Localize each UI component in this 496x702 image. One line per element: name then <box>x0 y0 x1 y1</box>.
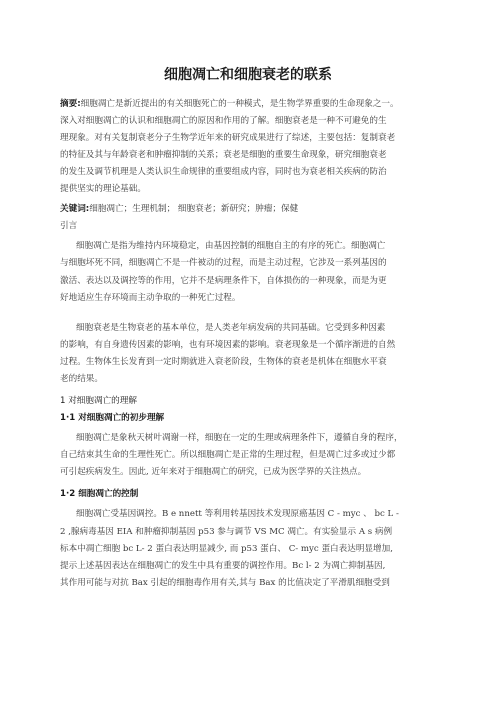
abstract-label: 摘要: <box>60 99 81 109</box>
subsection-heading <box>60 489 138 500</box>
subsection-heading <box>60 413 164 424</box>
intro-p1-line: 好地适应生存环境而主动争取的一种死亡过程。 <box>60 293 241 303</box>
s12-line: 2 ,腺病毒基因 EIA 和肿瘤抑制基因 p53 参与调节 VS MC 凋亡。有实验显示 A s 病例 <box>60 527 393 537</box>
intro-p2-line: 的影响，有自身遗传因素的影响，也有环境因素的影响。衰老现象是一个循序渐进的自然 <box>60 340 396 350</box>
intro-p2-line: 老的结果。 <box>60 374 103 384</box>
s11-line: 细胞凋亡是象秋天树叶凋谢一样，细胞在一定的生理或病理条件下，遵循自身的程序， <box>76 433 403 443</box>
subsection-title: 1·2 细胞凋亡的控制 <box>60 489 139 499</box>
abstract-text: 细胞凋亡是新近提出的有关细胞死亡的一种模式，是生物学界重要的生命现象之一。 <box>80 99 399 109</box>
abstract-line: 的特征及其与年龄衰老和肿瘤抑制的关系；衰老是细胞的重要生命现象，研究细胞衰老 <box>60 150 387 160</box>
intro-p1-line: 激活、表达以及调控等的作用，它并不是病理条件下，自体损伤的一种现象，而是为更 <box>60 276 387 286</box>
intro-p2-line: 细胞衰老是生物衰老的基本单位，是人类老年病发病的共同基础。它受到多种因素 <box>76 323 386 333</box>
intro-heading: 引言 <box>60 221 78 231</box>
keywords-label: 关键词: <box>60 204 90 214</box>
abstract-line: 深入对细胞凋亡的认识和细胞凋亡的原因和作用的了解。细胞衰老是一种不可避免的生 <box>60 116 387 126</box>
section-heading: 1 对细胞凋亡的理解 <box>60 396 137 406</box>
abstract-line: 理现象。对有关复制衰老分子生物学近年来的研究成果进行了综述，主要包括：复制衰老 <box>60 133 396 143</box>
abstract-line <box>60 99 399 110</box>
s12-line: 提示上述基因表达在细胞凋亡的发生中具有重要的调控作用。Bc l- 2 为凋亡抑制基因, <box>60 561 386 571</box>
intro-p1-line: 细胞凋亡是指为维持内环境稳定，由基因控制的细胞自主的有序的死亡。细胞凋亡 <box>76 241 386 251</box>
intro-p2-line: 过程。生物体生长发育到一定时期就进入衰老阶段，生物体的衰老是机体在细胞水平衰 <box>60 357 387 367</box>
abstract-line: 提供坚实的理论基础。 <box>60 184 146 194</box>
s12-line: 细胞凋亡受基因调控。B e nnett 等利用转基因技术发现原癌基因 C - myc 、 bc L - <box>76 509 399 519</box>
keywords-text: 细胞凋亡；生理机制； 细胞衰老；新研究；肿瘤；保健 <box>89 204 299 214</box>
intro-p1-line: 与细胞坏死不同，细胞凋亡不是一件被动的过程，而是主动过程，它涉及一系列基因的 <box>60 258 387 268</box>
document-title: 细胞凋亡和细胞衰老的联系 <box>164 67 332 83</box>
abstract-line: 的发生及调节机理是人类认识生命规律的重要组成内容，同时也为衰老相关疾病的防治 <box>60 167 387 177</box>
subsection-title: 1·1 对细胞凋亡的初步理解 <box>60 413 165 423</box>
keywords-line <box>60 204 298 215</box>
s12-line: 标本中凋亡细胞 bc L- 2 蛋白表达明显减少, 而 p53 蛋白、 C- myc 蛋白表达明显增加, <box>60 544 393 554</box>
s11-line: 自己结束其生命的生理性死亡。所以细胞凋亡是正常的生理过程，但是凋亡过多或过少都 <box>60 450 396 460</box>
s12-line: 其作用可能与对抗 Bax 引起的细胞毒作用有关,其与 Bax 的比值决定了平滑肌细胞受到 <box>60 578 390 588</box>
s11-line: 可引起疾病发生。因此, 近年来对于细胞凋亡的研究，已成为医学界的关注热点。 <box>60 467 367 477</box>
